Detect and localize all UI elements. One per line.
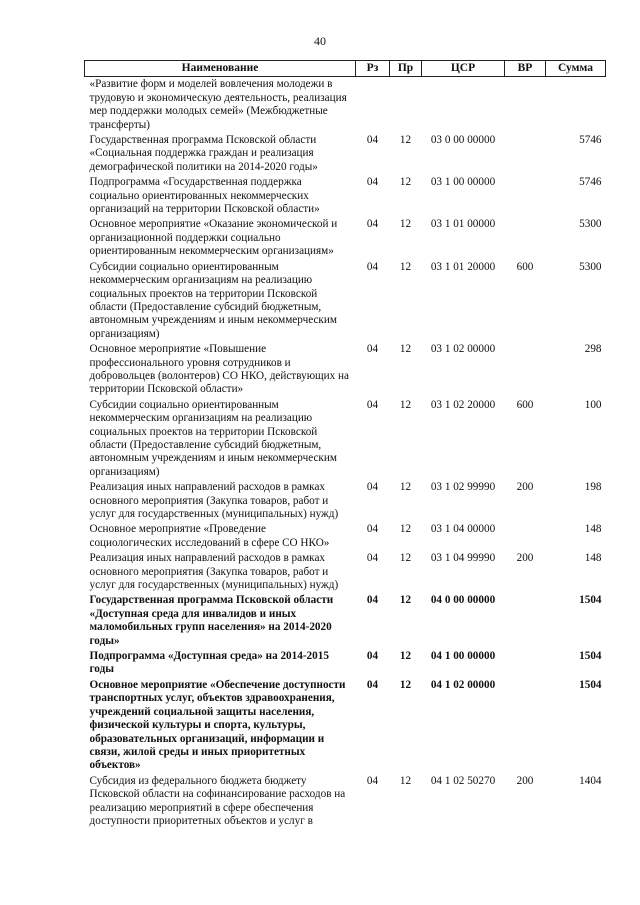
- cell-vr: [505, 217, 546, 259]
- table-row: [85, 77, 606, 133]
- cell-csr: 04 0 00 00000: [430, 594, 496, 607]
- cell-pr: 12: [399, 774, 412, 787]
- cell-name: Государственная программа Псковской области «Доступная среда для инвалидов и иных маломобильных групп населения» на 2014-2020 годы»: [89, 594, 334, 647]
- cell-csr: 03 0 00 00000: [430, 134, 496, 147]
- table-row: [85, 522, 606, 551]
- cell-vr: [505, 342, 546, 398]
- cell-rz: 04: [366, 398, 379, 411]
- cell-pr: 12: [399, 678, 412, 691]
- cell-vr: [505, 522, 546, 551]
- table-row: [85, 774, 606, 830]
- cell-csr: [422, 77, 505, 133]
- page-number: 40: [314, 34, 326, 48]
- table-row: [85, 342, 606, 398]
- cell-rz: 04: [366, 774, 379, 787]
- cell-vr: 600: [516, 398, 534, 411]
- cell-sum: 1504: [579, 650, 602, 663]
- cell-csr: 03 1 04 00000: [430, 523, 496, 536]
- cell-csr: 04 1 02 50270: [430, 774, 496, 787]
- cell-pr: [390, 77, 422, 133]
- cell-sum: [546, 77, 606, 133]
- cell-vr: 200: [516, 481, 534, 494]
- cell-pr: 12: [399, 523, 412, 536]
- header-csr: ЦСР: [422, 61, 505, 77]
- cell-csr: 03 1 04 99990: [430, 552, 496, 565]
- table-row: [85, 260, 606, 342]
- header-pr: Пр: [390, 61, 422, 77]
- cell-sum: 1504: [579, 594, 602, 607]
- cell-name: Основное мероприятие «Проведение социологических исследований в сфере СО НКО»: [89, 523, 330, 549]
- cell-csr: 04 1 00 00000: [430, 650, 496, 663]
- header-vr: ВР: [505, 61, 546, 77]
- cell-sum: 198: [584, 481, 602, 494]
- cell-sum: 298: [584, 343, 602, 356]
- cell-pr: 12: [399, 398, 412, 411]
- cell-name: «Развитие форм и моделей вовлечения молодежи в трудовую и экономическую деятельность, реализация мер поддержки молодых семей» (Межбюджетные трансферты): [89, 78, 347, 131]
- cell-vr: [505, 133, 546, 175]
- table-row: [85, 593, 606, 649]
- table-row: [85, 175, 606, 217]
- header-rz: Рз: [356, 61, 390, 77]
- cell-pr: 12: [399, 134, 412, 147]
- budget-table: [84, 60, 606, 829]
- table-row: [85, 649, 606, 678]
- cell-rz: 04: [366, 218, 379, 231]
- table-row: [85, 678, 606, 774]
- cell-sum: 1504: [579, 678, 602, 691]
- cell-name: Государственная программа Псковской области «Социальная поддержка граждан и реализация демографической политики на 2014-2020 годы»: [89, 134, 318, 173]
- cell-rz: 04: [366, 678, 379, 691]
- cell-sum: 148: [584, 552, 602, 565]
- cell-name: Субсидии социально ориентированным некоммерческим организациям на реализацию социальных проектов на территории Псковской области (Предоставление субсидий бюджетным, автономным учреждениям и иным некоммерческим организациям): [89, 260, 337, 340]
- cell-csr: 03 1 01 00000: [430, 218, 496, 231]
- cell-pr: 12: [399, 481, 412, 494]
- cell-sum: 100: [584, 398, 602, 411]
- cell-rz: 04: [366, 650, 379, 663]
- cell-sum: 5300: [579, 218, 602, 231]
- cell-name: Основное мероприятие «Оказание экономической и организационной поддержки социально ориентированным некоммерческим организациям»: [89, 218, 338, 258]
- table-row: [85, 551, 606, 593]
- cell-name: Субсидия из федерального бюджета бюджету Псковской области на софинансирование расходов на реализацию мероприятий в сфере обеспечения доступности приоритетных объектов и услуг в: [89, 774, 346, 827]
- cell-vr: 600: [516, 260, 534, 273]
- cell-name: Реализация иных направлений расходов в рамках основного мероприятия (Закупка товаров, работ и услуг для государственных (муниципальных) нужд): [89, 481, 339, 520]
- cell-name: Подпрограмма «Доступная среда» на 2014-2015 годы: [89, 650, 329, 676]
- cell-vr: 200: [516, 552, 534, 565]
- cell-csr: 03 1 02 20000: [430, 398, 496, 411]
- cell-name: Реализация иных направлений расходов в рамках основного мероприятия (Закупка товаров, работ и услуг для государственных (муниципальных) нужд): [89, 552, 339, 592]
- cell-pr: 12: [399, 343, 412, 356]
- table-row: [85, 133, 606, 175]
- cell-rz: 04: [366, 523, 379, 536]
- table-row: [85, 480, 606, 522]
- table-header-row: [85, 61, 606, 77]
- cell-sum: 148: [584, 523, 602, 536]
- table-row: [85, 217, 606, 259]
- cell-sum: 5300: [579, 260, 602, 273]
- cell-csr: 04 1 02 00000: [430, 678, 496, 691]
- table-row: [85, 398, 606, 480]
- cell-pr: 12: [399, 218, 412, 231]
- cell-vr: [505, 649, 546, 678]
- cell-pr: 12: [399, 176, 412, 189]
- cell-vr: [505, 678, 546, 774]
- cell-pr: 12: [399, 594, 412, 607]
- cell-name: Основное мероприятие «Обеспечение доступности транспортных услуг, объектов здравоохранения, учреждений социальной защиты населения, физической культуры и спорта, культуры, образовательных организаций, информации и связи, жилой среды и иных приоритетных объектов»: [89, 678, 346, 772]
- cell-name: Субсидии социально ориентированным некоммерческим организациям на реализацию социальных проектов на территории Псковской области (Предоставление субсидий бюджетным, автономным учреждениям и иным некоммерческим организациям): [89, 398, 337, 478]
- cell-name: Основное мероприятие «Повышение профессионального уровня сотрудников и добровольцев (волонтеров) СО НКО, действующих на территории Псковской области»: [89, 343, 349, 396]
- header-sum: Сумма: [546, 61, 606, 77]
- cell-pr: 12: [399, 650, 412, 663]
- header-name: Наименование: [85, 61, 356, 77]
- cell-csr: 03 1 00 00000: [430, 176, 496, 189]
- cell-sum: 5746: [579, 176, 602, 189]
- cell-vr: [505, 593, 546, 649]
- cell-rz: 04: [366, 134, 379, 147]
- cell-csr: 03 1 02 99990: [430, 481, 496, 494]
- cell-rz: 04: [366, 343, 379, 356]
- cell-vr: 200: [516, 774, 534, 787]
- cell-sum: 1404: [579, 774, 602, 787]
- cell-rz: 04: [366, 176, 379, 189]
- cell-rz: 04: [366, 481, 379, 494]
- cell-vr: [505, 77, 546, 133]
- cell-rz: 04: [366, 552, 379, 565]
- cell-rz: 04: [366, 594, 379, 607]
- cell-sum: 5746: [579, 134, 602, 147]
- cell-pr: 12: [399, 260, 412, 273]
- cell-vr: [505, 175, 546, 217]
- cell-pr: 12: [399, 552, 412, 565]
- cell-csr: 03 1 01 20000: [430, 260, 496, 273]
- cell-name: Подпрограмма «Государственная поддержка социально ориентированных некоммерческих организаций на территории Псковской области»: [89, 176, 320, 216]
- cell-rz: [356, 77, 390, 133]
- cell-csr: 03 1 02 00000: [430, 343, 496, 356]
- cell-rz: 04: [366, 260, 379, 273]
